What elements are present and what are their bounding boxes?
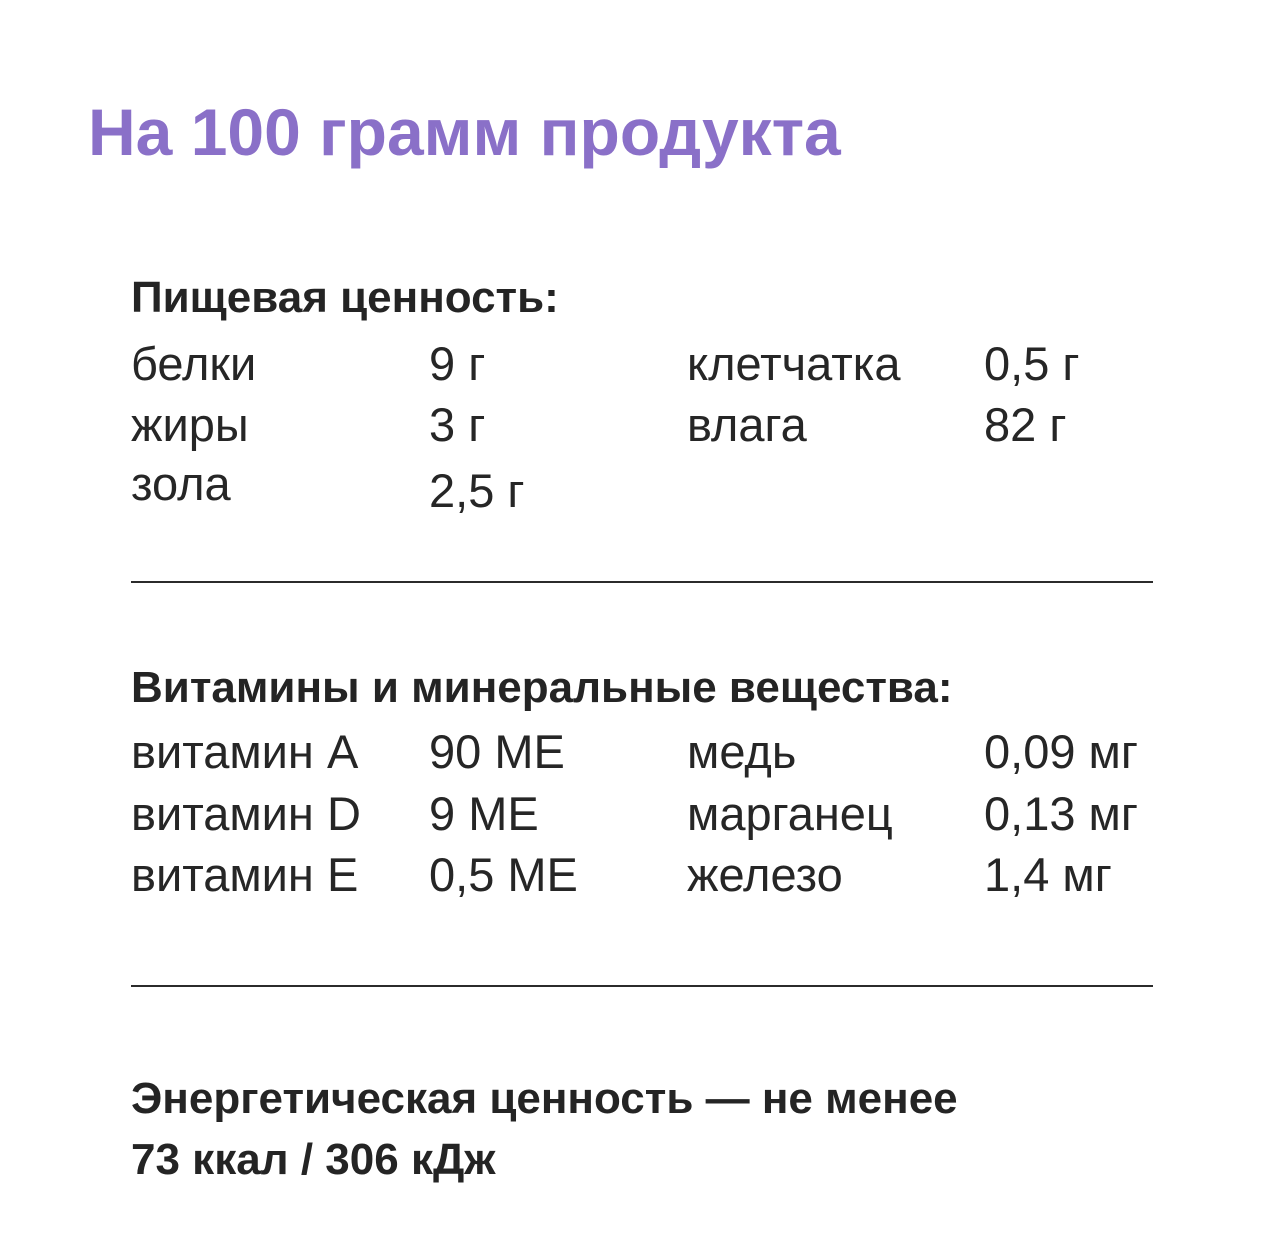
vitamin-row <box>131 784 1191 844</box>
page-title: На 100 грамм продукта <box>88 95 841 169</box>
mineral-value: 0,13 мг <box>984 787 1138 840</box>
energy-line: 73 ккал / 306 кДж <box>131 1135 496 1184</box>
mineral-name: марганец <box>687 787 893 840</box>
nutrient-value: 0,5 г <box>984 337 1080 390</box>
vitamin-row <box>131 722 1191 782</box>
mineral-name: медь <box>687 725 797 778</box>
nutrient-name: клетчатка <box>687 337 901 390</box>
section-divider <box>131 985 1153 987</box>
mineral-value: 0,09 мг <box>984 725 1138 778</box>
vitamin-value: 90 МЕ <box>429 725 565 778</box>
nutrient-value: 82 г <box>984 398 1067 451</box>
energy-line: Энергетическая ценность — не менее <box>131 1074 958 1123</box>
vitamins-heading: Витамины и минеральные вещества: <box>131 663 953 712</box>
nutrition-row <box>131 457 1191 517</box>
vitamin-value: 0,5 МЕ <box>429 848 578 901</box>
nutrient-value: 2,5 г <box>429 464 525 517</box>
vitamin-name: витамин E <box>131 848 359 901</box>
nutrient-value: 3 г <box>429 398 486 451</box>
energy-value <box>131 1068 958 1190</box>
nutrient-name: влага <box>687 398 807 451</box>
section-divider <box>131 581 1153 583</box>
vitamin-value: 9 МЕ <box>429 787 539 840</box>
mineral-name: железо <box>687 848 843 901</box>
nutrient-name: зола <box>131 457 231 510</box>
vitamin-name: витамин A <box>131 725 359 778</box>
nutrition-row <box>131 395 1191 455</box>
nutrient-value: 9 г <box>429 337 486 390</box>
nutrient-name: жиры <box>131 398 249 451</box>
vitamin-name: витамин D <box>131 787 361 840</box>
nutrition-row <box>131 334 1191 394</box>
nutrition-heading: Пищевая ценность: <box>131 273 559 322</box>
nutrient-name: белки <box>131 337 257 390</box>
mineral-value: 1,4 мг <box>984 848 1112 901</box>
vitamin-row <box>131 845 1191 905</box>
